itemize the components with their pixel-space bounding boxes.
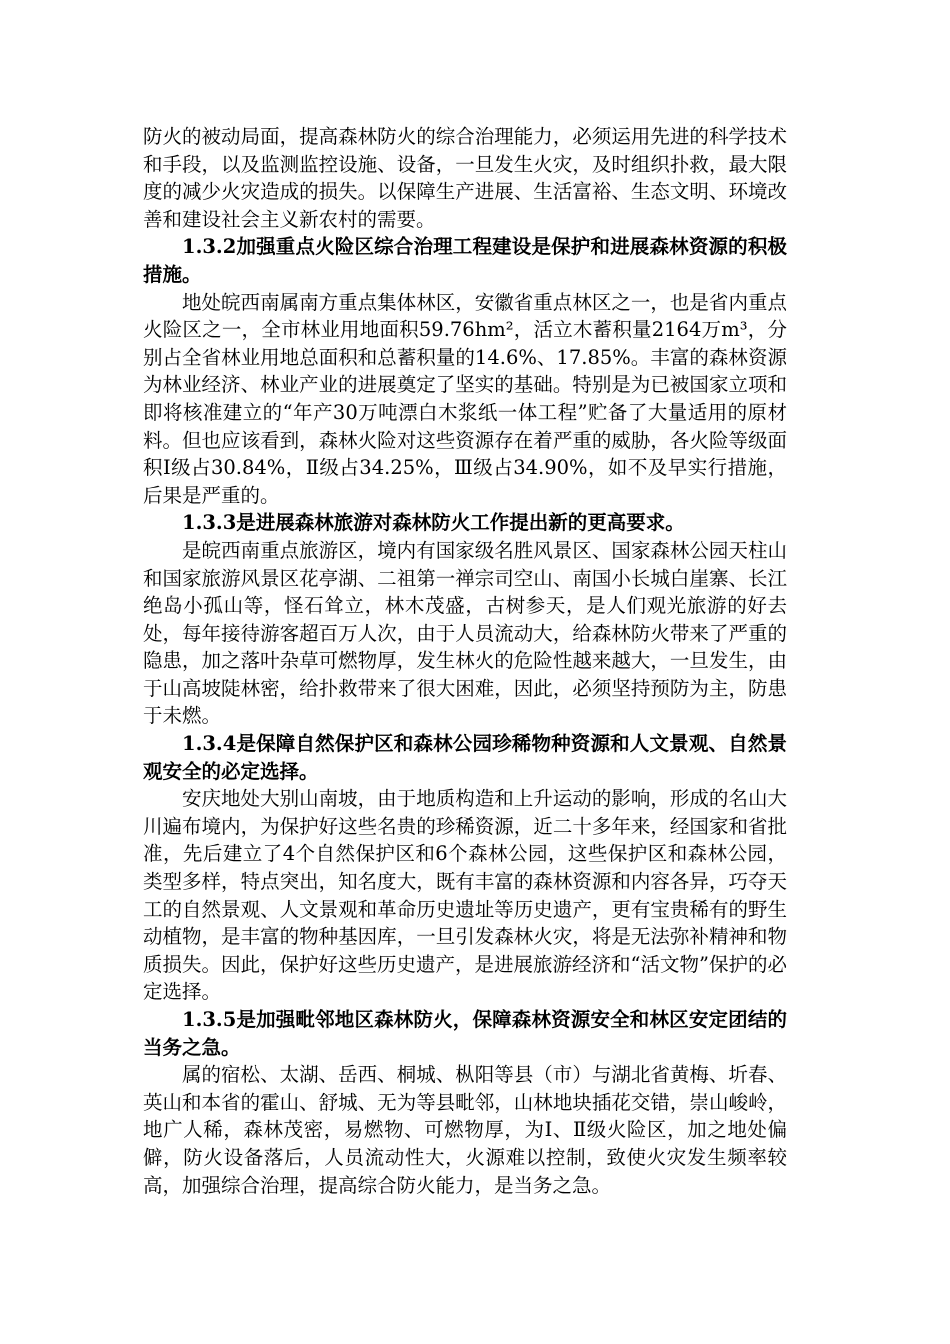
body-paragraph: 安庆地处大别山南坡，由于地质构造和上升运动的影响，形成的名山大川遍布境内，为保护好这些名贵的珍稀资源，近二十多年来，经国家和省批准，先后建立了4个自然保护区和6个森林公园，这些保护区和森林公园，类型多样，特点突出，知名度大，既有丰富的森林资源和内容各异，巧夺天工的自然景观、人文景观和革命历史遗址等历史遗产，更有宝贵稀有的野生动植物，是丰富的物种基因库，一旦引发森林火灾，将是无法弥补精神和物质损失。因此，保护好这些历史遗产，是进展旅游经济和“活文物”保护的必定选择。: [143, 787, 787, 1004]
document-page: [143, 123, 787, 1199]
body-paragraph: 属的宿松、太湖、岳西、桐城、枞阳等县（市）与湖北省黄梅、圻春、英山和本省的霍山、舒城、无为等县毗邻，山林地块插花交错，崇山峻岭，地广人稀，森林茂密，易燃物、可燃物厚，为Ⅰ、Ⅱ级火险区，加之地处偏僻，防火设备落后，人员流动性大，火源难以控制，致使火灾发生频率较高，加强综合治理，提高综合防火能力，是当务之急。: [143, 1063, 787, 1197]
section-heading-1-3-2: 1.3.2加强重点火险区综合治理工程建设是保护和进展森林资源的积极措施。: [143, 235, 787, 286]
section-heading-1-3-4: 1.3.4是保障自然保护区和森林公园珍稀物种资源和人文景观、自然景观安全的必定选择。: [143, 732, 787, 783]
section-heading-1-3-3: 1.3.3是进展森林旅游对森林防火工作提出新的更高要求。: [182, 511, 685, 535]
body-paragraph: 是皖西南重点旅游区，境内有国家级名胜风景区、国家森林公园天柱山和国家旅游风景区花亭湖、二祖第一禅宗司空山、南国小长城白崖寨、长江绝岛小孤山等，怪石耸立，林木茂盛，古树参天，是人们观光旅游的好去处，每年接待游客超百万人次，由于人员流动大，给森林防火带来了严重的隐患，加之落叶杂草可燃物厚，发生林火的危险性越来越大，一旦发生，由于山高坡陡林密，给扑救带来了很大困难，因此，必须坚持预防为主，防患于未燃。: [143, 538, 787, 728]
body-paragraph: 防火的被动局面，提高森林防火的综合治理能力，必须运用先进的科学技术和手段，以及监测监控设施、设备，一旦发生火灾，及时组织扑救，最大限度的减少火灾造成的损失。以保障生产进展、生活富裕、生态文明、环境改善和建设社会主义新农村的需要。: [143, 125, 787, 231]
section-heading-1-3-5: 1.3.5是加强毗邻地区森林防火，保障森林资源安全和林区安定团结的当务之急。: [143, 1008, 787, 1059]
body-paragraph: 地处皖西南属南方重点集体林区，安徽省重点林区之一，也是省内重点火险区之一，全市林业用地面积59.76hm²，活立木蓄积量2164万m³，分别占全省林业用地总面积和总蓄积量的14.6%、17.85%。丰富的森林资源为林业经济、林业产业的进展奠定了坚实的基础。特别是为已被国家立项和即将核准建立的“年产30万吨漂白木浆纸一体工程”贮备了大量适用的原材料。但也应该看到，森林火险对这些资源存在着严重的威胁，各火险等级面积Ⅰ级占30.84%，Ⅱ级占34.25%，Ⅲ级占34.90%，如不及早实行措施，后果是严重的。: [143, 290, 787, 507]
